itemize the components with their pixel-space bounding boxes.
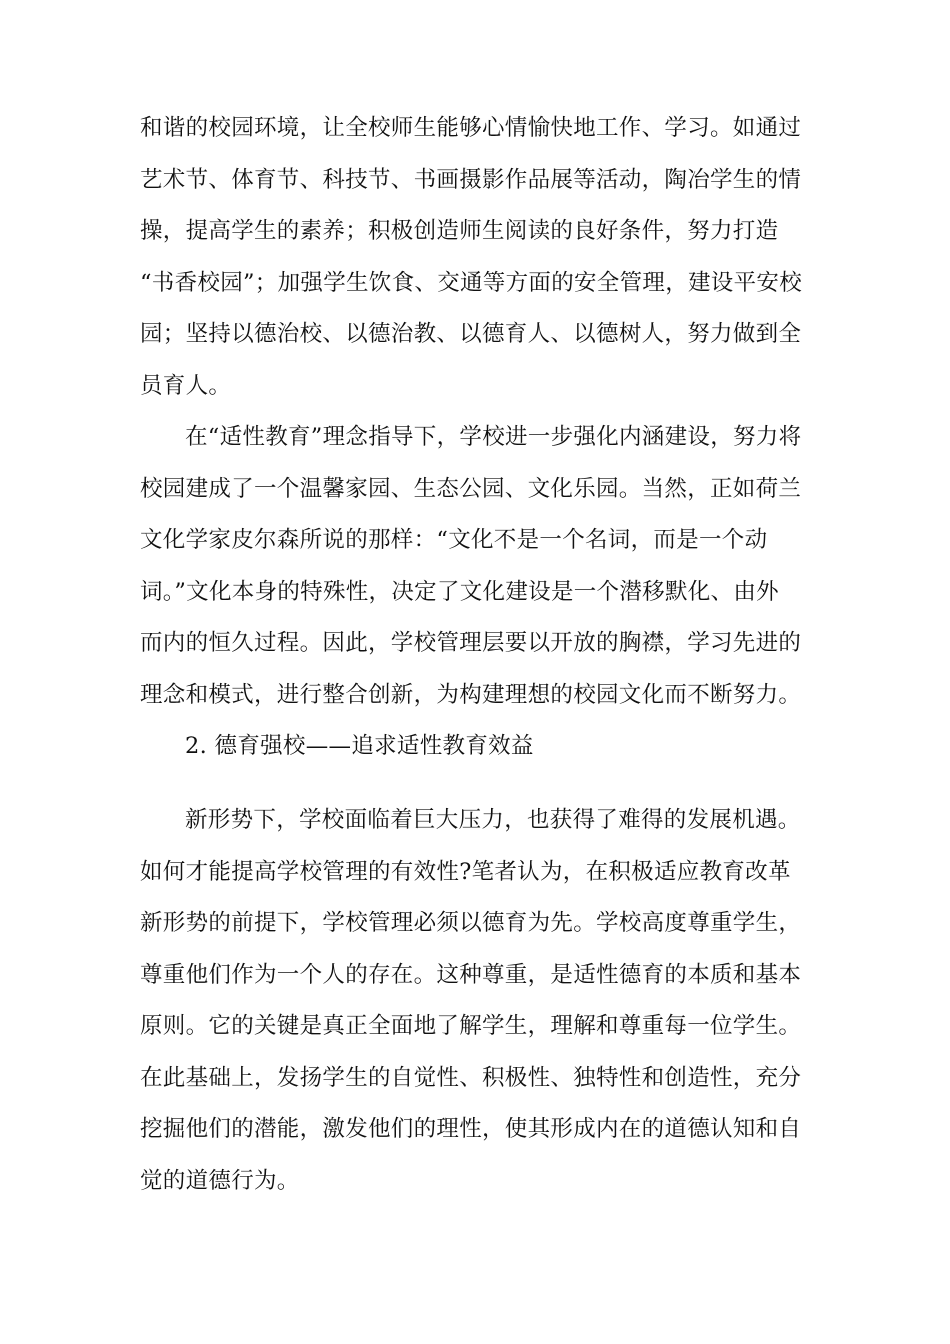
text-line: “书香校园”；加强学生饮食、交通等方面的安全管理，建设平安校 [140,269,803,296]
section-heading: 2. 德育强校——追求适性教育效益 [185,733,534,759]
text-line: 而内的恒久过程。因此，学校管理层要以开放的胸襟，学习先进的 [140,630,802,656]
text-line: 艺术节、体育节、科技节、书画摄影作品展等活动，陶冶学生的情 [140,166,802,193]
text-line: 员育人。 [140,372,232,399]
text-line: 觉的道德行为。 [140,1167,300,1194]
text-line: 如何才能提高学校管理的有效性?笔者认为，在积极适应教育改革 [140,858,791,885]
text-line: 操，提高学生的素养；积极创造师生阅读的良好条件，努力打造 [140,218,779,244]
text-line: 和谐的校园环境，让全校师生能够心情愉快地工作、学习。如通过 [140,115,802,141]
paragraph-campus-environment [140,108,820,406]
text-line: 挖掘他们的潜能，激发他们的理性，使其形成内在的道德认知和自 [140,1116,802,1142]
text-line: 校园建成了一个温馨家园、生态公园、文化乐园。当然，正如荷兰 [140,475,802,502]
text-line: 尊重他们作为一个人的存在。这种尊重，是适性德育的本质和基本 [140,961,802,988]
text-line: 理念和模式，进行整合创新，为构建理想的校园文化而不断努力。 [140,681,802,708]
document-page [140,108,820,1212]
text-line: 在此基础上，发扬学生的自觉性、积极性、独特性和创造性，充分 [140,1064,802,1091]
text-line: 新形势下，学校面临着巨大压力，也获得了难得的发展机遇。 [185,807,801,833]
text-line: 园；坚持以德治校、以德治教、以德育人、以德树人，努力做到全 [140,321,802,347]
text-line: 文化学家皮尔森所说的那样：“文化不是一个名词，而是一个动 [140,527,768,553]
text-line: 原则。它的关键是真正全面地了解学生，理解和尊重每一位学生。 [140,1013,802,1039]
text-line: 在“适性教育”理念指导下，学校进一步强化内涵建设，努力将 [185,424,802,450]
text-line: 新形势的前提下，学校管理必须以德育为先。学校高度尊重学生， [140,910,802,936]
paragraph-moral-education [140,800,820,1201]
paragraph-culture-building [140,417,820,715]
text-line: 词。”文化本身的特殊性，决定了文化建设是一个潜移默化、由外 [140,578,779,605]
